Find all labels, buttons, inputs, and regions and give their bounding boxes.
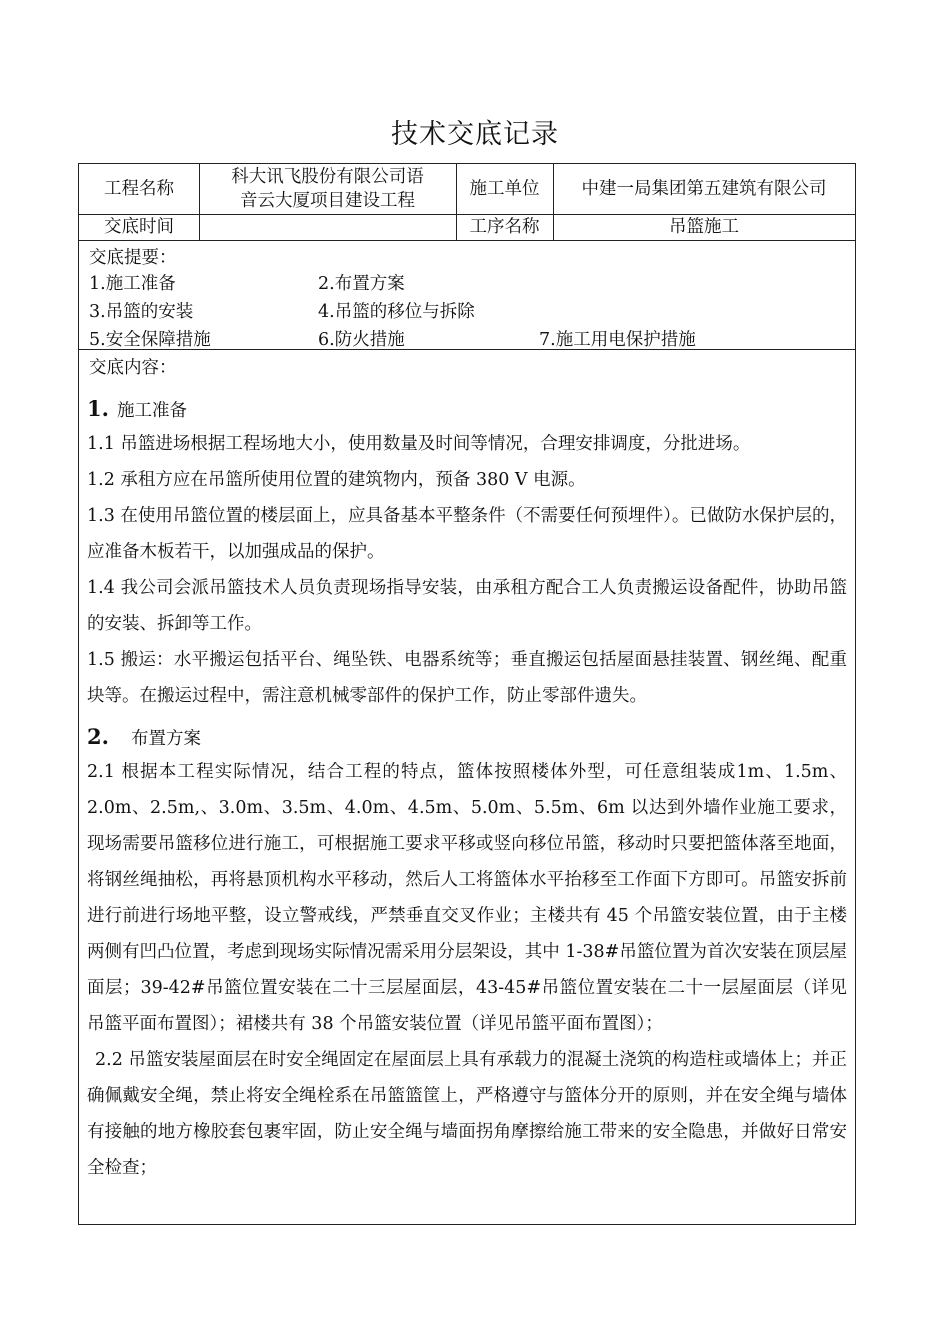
summary-item: 3.吊篮的安装: [89, 302, 194, 322]
section-2-heading: [87, 714, 847, 754]
content-body: [87, 386, 847, 1186]
section-number: 1.: [87, 396, 109, 421]
section-number: 2.: [87, 724, 109, 749]
summary-item: 4.吊篮的移位与拆除: [318, 302, 475, 322]
paragraph: 1.4 我公司会派吊篮技术人员负责现场指导安装，由承租方配合工人负责搬运设备配件，协助吊篮的安装、拆卸等工作。: [87, 578, 847, 634]
disclosure-table: [78, 163, 856, 1225]
section-1-heading: [87, 386, 847, 426]
page-title: 技术交底记录: [391, 119, 559, 150]
section-title: 施工准备: [117, 401, 187, 421]
summary-item: 1.施工准备: [89, 274, 176, 294]
time-value: [199, 214, 456, 240]
project-value-line1: 科大讯飞股份有限公司语: [231, 167, 424, 187]
paragraph: 1.2 承租方应在吊篮所使用位置的建筑物内，预备 380 V 电源。: [87, 470, 586, 490]
summary-item: 6.防火措施: [318, 330, 405, 350]
unit-value: 中建一局集团第五建筑有限公司: [581, 178, 827, 199]
summary-item: 7.施工用电保护措施: [539, 330, 696, 350]
unit-label: 施工单位: [469, 178, 540, 199]
process-value: 吊篮施工: [669, 216, 739, 237]
project-value: [199, 164, 456, 214]
section-title: 布置方案: [131, 729, 201, 749]
project-value-line2: 音云大厦项目建设工程: [240, 191, 415, 211]
paragraph: 1.1 吊篮进场根据工程场地大小，使用数量及时间等情况，合理安排调度，分批进场。: [87, 434, 751, 454]
time-label: 交底时间: [104, 216, 174, 237]
summary-item: 5.安全保障措施: [89, 330, 211, 350]
paragraph: 2.2 吊篮安装屋面层在时安全绳固定在屋面层上具有承载力的混凝土浇筑的构造柱或墙体上；并正确佩戴安全绳，禁止将安全绳栓系在吊篮篮筐上，严格遵守与篮体分开的原则，并在安全绳与墙体有接触的地方橡胶套包裹牢固，防止安全绳与墙面拐角摩擦给施工带来的安全隐患，并做好日常安全检查；: [87, 1050, 847, 1178]
summary-item: 2.布置方案: [318, 274, 405, 294]
project-label: 工程名称: [104, 178, 174, 199]
row-divider: [79, 240, 855, 241]
content-heading: 交底内容：: [89, 358, 177, 378]
paragraph: 1.5 搬运：水平搬运包括平台、绳坠铁、电器系统等；垂直搬运包括屋面悬挂装置、钢丝绳、配重块等。在搬运过程中，需注意机械零部件的保护工作，防止零部件遗失。: [87, 650, 847, 706]
paragraph: 1.3 在使用吊篮位置的楼层面上，应具备基本平整条件（不需要任何预埋件）。已做防水保护层的，应准备木板若干，以加强成品的保护。: [87, 506, 847, 562]
summary-heading: 交底提要：: [89, 248, 177, 268]
paragraph: 2.1 根据本工程实际情况，结合工程的特点，篮体按照楼体外型，可任意组装成1m、1.5m、2.0m、2.5m,、3.0m、3.5m、4.0m、4.5m、5.0m、5.5m、6m 以达到外墙作业施工要求，现场需要吊篮移位进行施工，可根据施工要求平移或竖向移位吊篮，移动时只要把篮体落至地面，将钢丝绳抽松，再将悬顶机构水平移动，然后人工将篮体水平抬移至工作面下方即可。吊篮安拆前进行前进行场地平整，设立警戒线，严禁垂直交叉作业；主楼共有 45 个吊篮安装位置，由于主楼两侧有凹凸位置，考虑到现场实际情况需采用分层架设，其中 1-38#吊篮位置为首次安装在顶层屋面层；39-42#吊篮位置安装在二十三层屋面层，43-45#吊篮位置安装在二十一层屋面层（详见吊篮平面布置图）；裙楼共有 38 个吊篮安装位置（详见吊篮平面布置图）；: [87, 762, 847, 1034]
process-label: 工序名称: [469, 216, 540, 237]
